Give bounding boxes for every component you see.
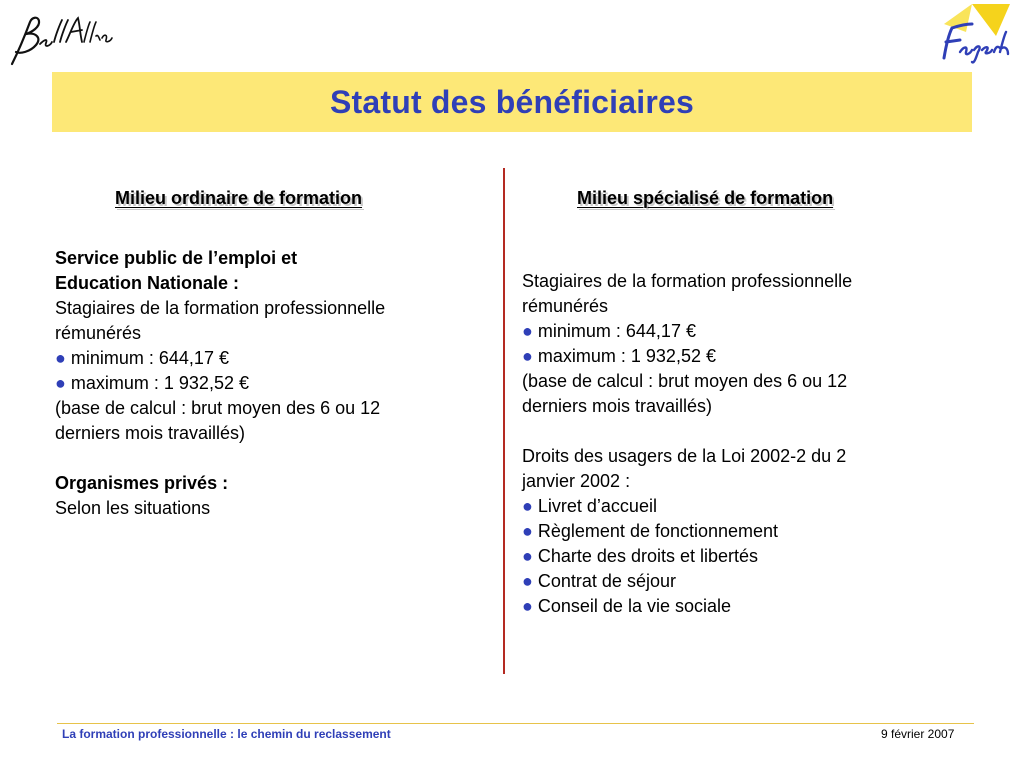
footer-date: 9 février 2007 [881,727,955,741]
right-column-body [522,269,962,619]
text-line [522,469,962,494]
bullet-item [522,319,962,344]
bullet-item [522,344,962,369]
footer-title: La formation professionnelle : le chemin du reclassement [62,727,391,741]
right-column-heading: Milieu spécialisé de formation [577,188,834,208]
text-line [55,421,495,446]
bullet-icon: ● [522,546,533,566]
section-heading-line [55,271,495,296]
bullet-icon: ● [522,321,533,341]
text-line [522,294,962,319]
bullet-item [522,519,962,544]
line-text: Contrat de séjour [537,571,676,591]
line-text: rémunérés [522,296,609,316]
bullet-item [522,494,962,519]
line-text: Charte des droits et libertés [537,546,758,566]
line-text: Livret d’accueil [537,496,657,516]
title-banner [52,72,972,132]
bullet-item [55,371,495,396]
bullet-icon: ● [55,348,66,368]
line-text: minimum : 644,17 € [537,321,696,341]
bullet-item [522,569,962,594]
bullet-icon: ● [522,571,533,591]
line-text: rémunérés [55,323,142,343]
line-text: maximum : 1 932,52 € [537,346,716,366]
left-column-body [55,246,495,521]
bullet-icon: ● [55,373,66,393]
paragraph-gap [55,446,495,471]
bullet-item [522,544,962,569]
page-title: Statut des bénéficiaires [329,83,695,120]
text-line [522,444,962,469]
line-text: Règlement de fonctionnement [537,521,779,541]
line-text: minimum : 644,17 € [70,348,229,368]
fagerh-logo [932,2,1012,68]
line-text: Stagiaires de la formation professionnelle [55,298,386,318]
text-line [522,269,962,294]
section-heading-line [55,471,495,496]
column-divider [503,168,505,674]
bullet-item [522,594,962,619]
footer-rule [57,723,974,724]
bullet-icon: ● [522,496,533,516]
paragraph-gap [522,419,962,444]
line-text: Conseil de la vie sociale [537,596,731,616]
bullet-icon: ● [522,596,533,616]
line-text: (base de calcul : brut moyen des 6 ou 12 [522,371,848,391]
line-text: Stagiaires de la formation professionnelle [522,271,853,291]
bullet-icon: ● [522,346,533,366]
line-text: Droits des usagers de la Loi 2002-2 du 2 [522,446,847,466]
text-line [55,296,495,321]
line-text: Selon les situations [55,498,211,518]
text-line [522,369,962,394]
line-text: janvier 2002 : [522,471,631,491]
line-text: Education Nationale : [55,273,240,293]
belle-alliance-logo [8,12,114,68]
line-text: (base de calcul : brut moyen des 6 ou 12 [55,398,381,418]
text-line [55,496,495,521]
text-line [522,394,962,419]
left-column-heading: Milieu ordinaire de formation [115,188,363,208]
line-text: derniers mois travaillés) [522,396,713,416]
line-text: Service public de l’emploi et [55,248,298,268]
line-text: Organismes privés : [55,473,229,493]
section-heading-line [55,246,495,271]
text-line [55,396,495,421]
text-line [55,321,495,346]
line-text: maximum : 1 932,52 € [70,373,249,393]
bullet-icon: ● [522,521,533,541]
line-text: derniers mois travaillés) [55,423,246,443]
bullet-item [55,346,495,371]
